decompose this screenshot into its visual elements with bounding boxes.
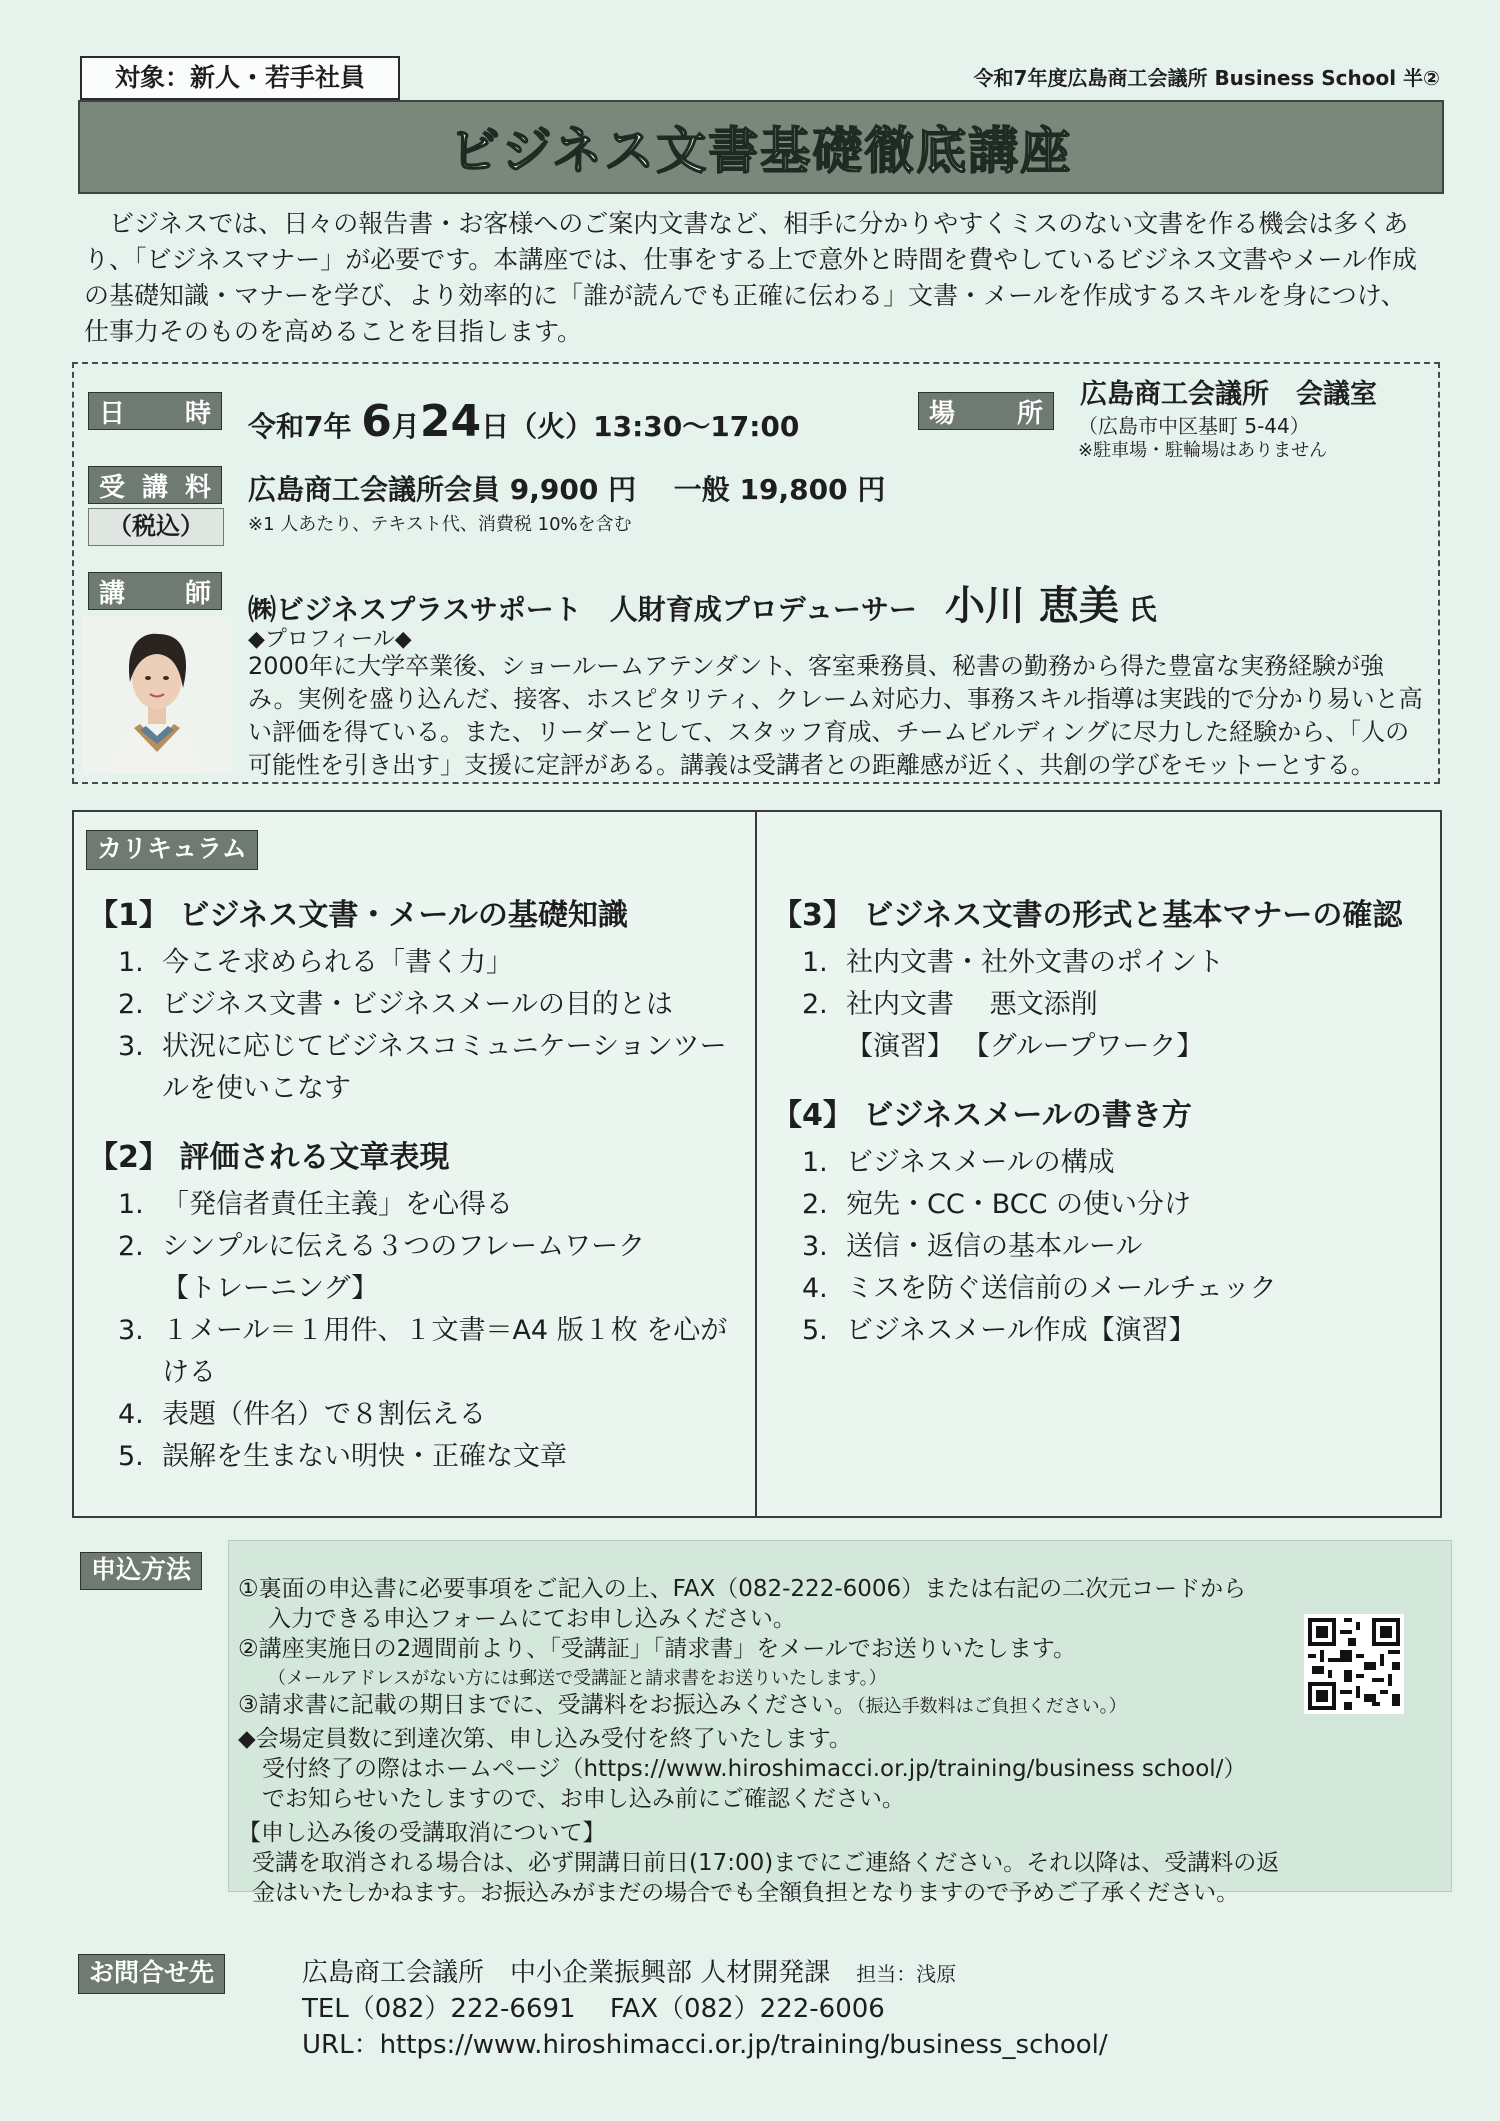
item-number: 5.	[118, 1441, 144, 1472]
item-number: 1.	[118, 947, 144, 978]
item-text: 社内文書 悪文添削	[846, 989, 1098, 1020]
curriculum-label: カリキュラム	[86, 830, 258, 870]
list-item	[118, 1436, 748, 1478]
item-text: シンプルに伝える３つのフレームワーク	[162, 1231, 646, 1262]
curriculum-section-3	[772, 890, 1422, 1068]
item-text: 今こそ求められる「書く力」	[162, 947, 513, 978]
date-label-char-1: 日	[99, 398, 126, 429]
date-month: 6	[361, 396, 392, 447]
notice-homepage: 受付終了の際はホームページ（https://www.hiroshimacci.or.jp/training/business school/）	[262, 1756, 1247, 1782]
profile-text: 2000年に大学卒業後、ショールームアテンダント、客室乗務員、秘書の勤務から得た豊富な実務経験が強み。実例を盛り込んだ、接客、ホスピタリティ、クレーム対応力、事務スキル指導は実践的で分かり易いと高い評価を得ている。また、リーダーとして、スタッフ育成、チームビルディングに尽力した経験から、「人の可能性を引き出す」支援に定評がある。講義は受講者との距離感が近く、共創の学びをモットーとする。	[248, 652, 1423, 779]
list-item	[118, 942, 748, 984]
contact-person: 担当：浅原	[856, 1962, 957, 1986]
item-number: 1.	[802, 1147, 828, 1178]
lecturer-label-tag	[88, 572, 222, 610]
fee-label-char-2: 講	[141, 472, 168, 503]
notice-check: でお知らせいたしますので、お申し込み前にご確認ください。	[262, 1786, 905, 1812]
item-number: 4.	[118, 1399, 144, 1430]
fee-note: ※1 人あたり、テキスト代、消費税 10%を含む	[248, 514, 632, 535]
item-number: 2.	[802, 1189, 828, 1220]
item-text: 宛先・CC・BCC の使い分け	[846, 1189, 1192, 1220]
lecturer-label-char-2: 師	[184, 578, 211, 609]
list-item	[802, 984, 1422, 1026]
item-number: 1.	[118, 1189, 144, 1220]
list-item	[118, 984, 748, 1026]
item-sub-note: 【トレーニング】	[162, 1273, 379, 1304]
fee-label-char-3: 料	[184, 472, 211, 503]
date-time: 日（火）13:30～17:00	[481, 410, 800, 443]
apply-step-1a: ①裏面の申込書に必要事項をご記入の上、FAX（082-222-6006）または右記の二次元コードから	[238, 1576, 1247, 1602]
contact-organization	[302, 1956, 956, 1991]
item-number: 4.	[802, 1273, 828, 1304]
apply-step-3-note: （振込手数料はご負担ください。）	[856, 1696, 1127, 1717]
item-text: 社内文書・社外文書のポイント	[846, 947, 1224, 978]
contact-org-text: 広島商工会議所 中小企業振興部 人材開発課	[302, 1958, 857, 1988]
item-number: 3.	[118, 1315, 144, 1346]
date-day: 24	[419, 396, 482, 447]
apply-step-1b: 入力できる申込フォームにてお申し込みください。	[268, 1606, 796, 1632]
cancel-heading: 【申し込み後の受講取消について】	[238, 1820, 606, 1846]
lecturer-portrait-photo	[82, 616, 232, 774]
list-item	[118, 1310, 748, 1394]
list-item	[118, 1226, 748, 1268]
curriculum-section-2	[88, 1132, 748, 1478]
item-text: １メール＝１用件、１文書＝A4 版１枚 を心がける	[162, 1315, 728, 1388]
contact-phone-fax: TEL（082）222-6691 FAX（082）222-6006	[302, 1994, 885, 2024]
apply-step-3-text: ③請求書に記載の期日までに、受講料をお振込みください。	[238, 1692, 857, 1718]
date-label-char-2: 時	[184, 398, 211, 429]
date-label-tag	[88, 392, 222, 430]
item-text: 状況に応じてビジネスコミュニケーションツールを使いこなす	[162, 1031, 727, 1104]
item-sub-note: 【演習】 【グループワーク】	[846, 1031, 1204, 1062]
lecturer-organization: ㈱ビジネスプラスサポート 人財育成プロデューサー	[248, 593, 945, 626]
application-label: 申込方法	[80, 1552, 202, 1590]
venue-label-tag	[918, 392, 1054, 430]
curriculum-column-divider	[755, 812, 757, 1516]
list-item	[802, 1226, 1422, 1268]
venue-label-char-2: 所	[1016, 398, 1043, 429]
venue-note: ※駐車場・駐輪場はありません	[1078, 440, 1328, 461]
apply-step-3	[238, 1690, 1127, 1722]
item-text: ビジネス文書・ビジネスメールの目的とは	[162, 989, 673, 1020]
lecturer-name: 小川 恵美	[944, 583, 1119, 629]
list-item	[802, 1142, 1422, 1184]
curriculum-section-1	[88, 890, 748, 1110]
date-prefix: 令和7年	[248, 410, 362, 443]
item-text: ミスを防ぐ送信前のメールチェック	[846, 1273, 1277, 1304]
list-item	[802, 942, 1422, 984]
event-date	[248, 396, 799, 447]
item-text: 誤解を生まない明快・正確な文章	[162, 1441, 567, 1472]
title-banner	[78, 100, 1444, 194]
curriculum-section-4	[772, 1090, 1422, 1352]
curriculum-left-column	[88, 890, 748, 1500]
list-item	[802, 1184, 1422, 1226]
venue-label-char-1: 場	[929, 398, 956, 429]
curriculum-right-column	[772, 890, 1422, 1374]
apply-step-2-note: （メールアドレスがない方には郵送で受講証と請求書をお送りいたします。）	[268, 1668, 887, 1689]
contact-label: お問合せ先	[78, 1954, 225, 1994]
fee-amounts: 広島商工会議所会員 9,900 円 一般 19,800 円	[248, 473, 886, 506]
venue-address: （広島市中区基町 5-44）	[1078, 414, 1310, 438]
list-item	[802, 1310, 1422, 1352]
fee-label-tag	[88, 466, 222, 504]
profile-label: ◆プロフィール◆	[248, 627, 412, 652]
target-audience-box	[80, 56, 400, 100]
venue-name: 広島商工会議所 会議室	[1080, 379, 1377, 410]
fee-label-char-1: 受	[99, 472, 126, 503]
lecturer-label-char-1: 講	[99, 578, 126, 609]
item-number: 2.	[802, 989, 828, 1020]
cancel-text-1: 受講を取消される場合は、必ず開講日前日(17:00)までにご連絡ください。それ以降は、受講料の返	[252, 1850, 1280, 1876]
date-month-unit: 月	[391, 410, 420, 443]
item-number: 1.	[802, 947, 828, 978]
item-text: ビジネスメールの構成	[846, 1147, 1115, 1178]
item-text: ビジネスメール作成【演習】	[846, 1315, 1196, 1346]
section-title: 【1】 ビジネス文書・メールの基礎知識	[88, 898, 628, 933]
fee-tax-label: （税込）	[88, 508, 224, 546]
notice-capacity: ◆会場定員数に到達次第、申し込み受付を終了いたします。	[238, 1726, 852, 1752]
list-item	[118, 1026, 748, 1110]
item-number: 3.	[802, 1231, 828, 1262]
apply-step-2: ②講座実施日の2週間前より、「受講証」「請求書」をメールでお送りいたします。	[238, 1636, 1076, 1662]
contact-url[interactable]: URL：https://www.hiroshimacci.or.jp/training/business_school/	[302, 2030, 1108, 2060]
section-title: 【3】 ビジネス文書の形式と基本マナーの確認	[772, 898, 1403, 933]
item-number: 2.	[118, 989, 144, 1020]
list-item	[118, 1184, 748, 1226]
item-number: 3.	[118, 1031, 144, 1062]
item-text: 「発信者責任主義」を心得る	[162, 1189, 513, 1220]
item-text: 送信・返信の基本ルール	[846, 1231, 1143, 1262]
list-item	[118, 1394, 748, 1436]
item-number: 5.	[802, 1315, 828, 1346]
cancel-text-2: 金はいたしかねます。お振込みがまだの場合でも全額負担となりますので予めご了承ください。	[252, 1880, 1240, 1906]
item-text: 表題（件名）で８割伝える	[162, 1399, 486, 1430]
intro-paragraph: ビジネスでは、日々の報告書・お客様へのご案内文書など、相手に分かりやすくミスのない文書を作る機会は多くあり、「ビジネスマナー」が必要です。本講座では、仕事をする上で意外と時間を費やしているビジネス文書やメール作成の基礎知識・マナーを学び、より効率的に「誰が読んでも正確に伝わる」文書・メールを作成するスキルを身につけ、仕事力そのものを高めることを目指します。	[84, 209, 1418, 346]
target-audience-text: 対象：新人・若手社員	[114, 63, 365, 92]
lecturer-honorific: 氏	[1118, 593, 1157, 626]
qr-code-icon[interactable]	[1304, 1614, 1404, 1714]
section-title: 【2】 評価される文章表現	[88, 1140, 450, 1175]
list-item	[802, 1268, 1422, 1310]
section-title: 【4】 ビジネスメールの書き方	[772, 1098, 1192, 1133]
series-label: 令和7年度広島商工会議所 Business School 半②	[973, 66, 1440, 90]
page-title: ビジネス文書基礎徹底講座	[449, 122, 1073, 180]
item-number: 2.	[118, 1231, 144, 1262]
